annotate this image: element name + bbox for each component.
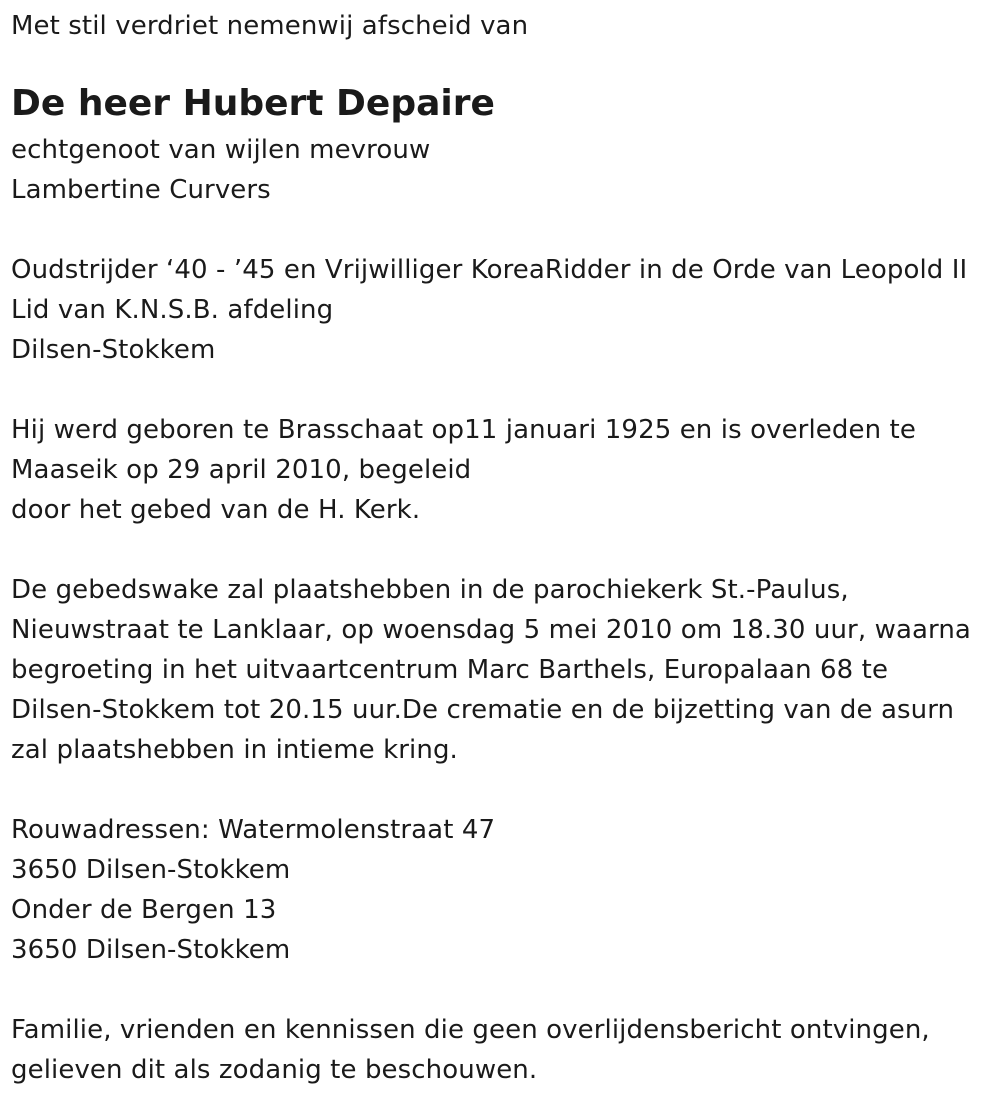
ceremony-line: Dilsen-Stokkem tot 20.15 uur.De crematie en de bijzetting van de asurn xyxy=(11,695,955,725)
address-line: Onder de Bergen 13 xyxy=(11,895,277,925)
addresses-section xyxy=(11,810,991,970)
birth-death-line: Hij werd geboren te Brasschaat op11 januari 1925 en is overleden te xyxy=(11,415,916,445)
address-line: 3650 Dilsen-Stokkem xyxy=(11,935,291,965)
honors-line: Oudstrijder ‘40 - ’45 en Vrijwilliger KoreaRidder in de Orde van Leopold II xyxy=(11,255,968,285)
ceremony-section xyxy=(11,570,991,770)
spouse-line: echtgenoot van wijlen mevrouw xyxy=(11,135,431,165)
birth-death-line: door het gebed van de H. Kerk. xyxy=(11,495,421,525)
spacer xyxy=(11,210,991,250)
ceremony-line: begroeting in het uitvaartcentrum Marc Barthels, Europalaan 68 te xyxy=(11,655,889,685)
intro-text: Met stil verdriet nemenwij afscheid van xyxy=(11,11,529,41)
birth-death-line: Maaseik op 29 april 2010, begeleid xyxy=(11,455,472,485)
obituary-notice xyxy=(11,0,991,1090)
address-line: 3650 Dilsen-Stokkem xyxy=(11,855,291,885)
deceased-name: De heer Hubert Depaire xyxy=(11,83,495,124)
ceremony-line: De gebedswake zal plaatshebben in de parochiekerk St.-Paulus, xyxy=(11,575,849,605)
spacer xyxy=(11,370,991,410)
closing-line: gelieven dit als zodanig te beschouwen. xyxy=(11,1055,538,1085)
honors-line: Dilsen-Stokkem xyxy=(11,335,216,365)
honors-line: Lid van K.N.S.B. afdeling xyxy=(11,295,334,325)
spacer xyxy=(11,970,991,1010)
closing-line: Familie, vrienden en kennissen die geen overlijdensbericht ontvingen, xyxy=(11,1015,930,1045)
ceremony-line: Nieuwstraat te Lanklaar, op woensdag 5 mei 2010 om 18.30 uur, waarna xyxy=(11,615,971,645)
closing-section xyxy=(11,1010,991,1090)
ceremony-line: zal plaatshebben in intieme kring. xyxy=(11,735,458,765)
spouse-name: Lambertine Curvers xyxy=(11,175,271,205)
spacer xyxy=(11,530,991,570)
birth-death-section xyxy=(11,410,991,530)
spacer xyxy=(11,770,991,810)
honors-section xyxy=(11,250,991,370)
address-line: Rouwadressen: Watermolenstraat 47 xyxy=(11,815,496,845)
